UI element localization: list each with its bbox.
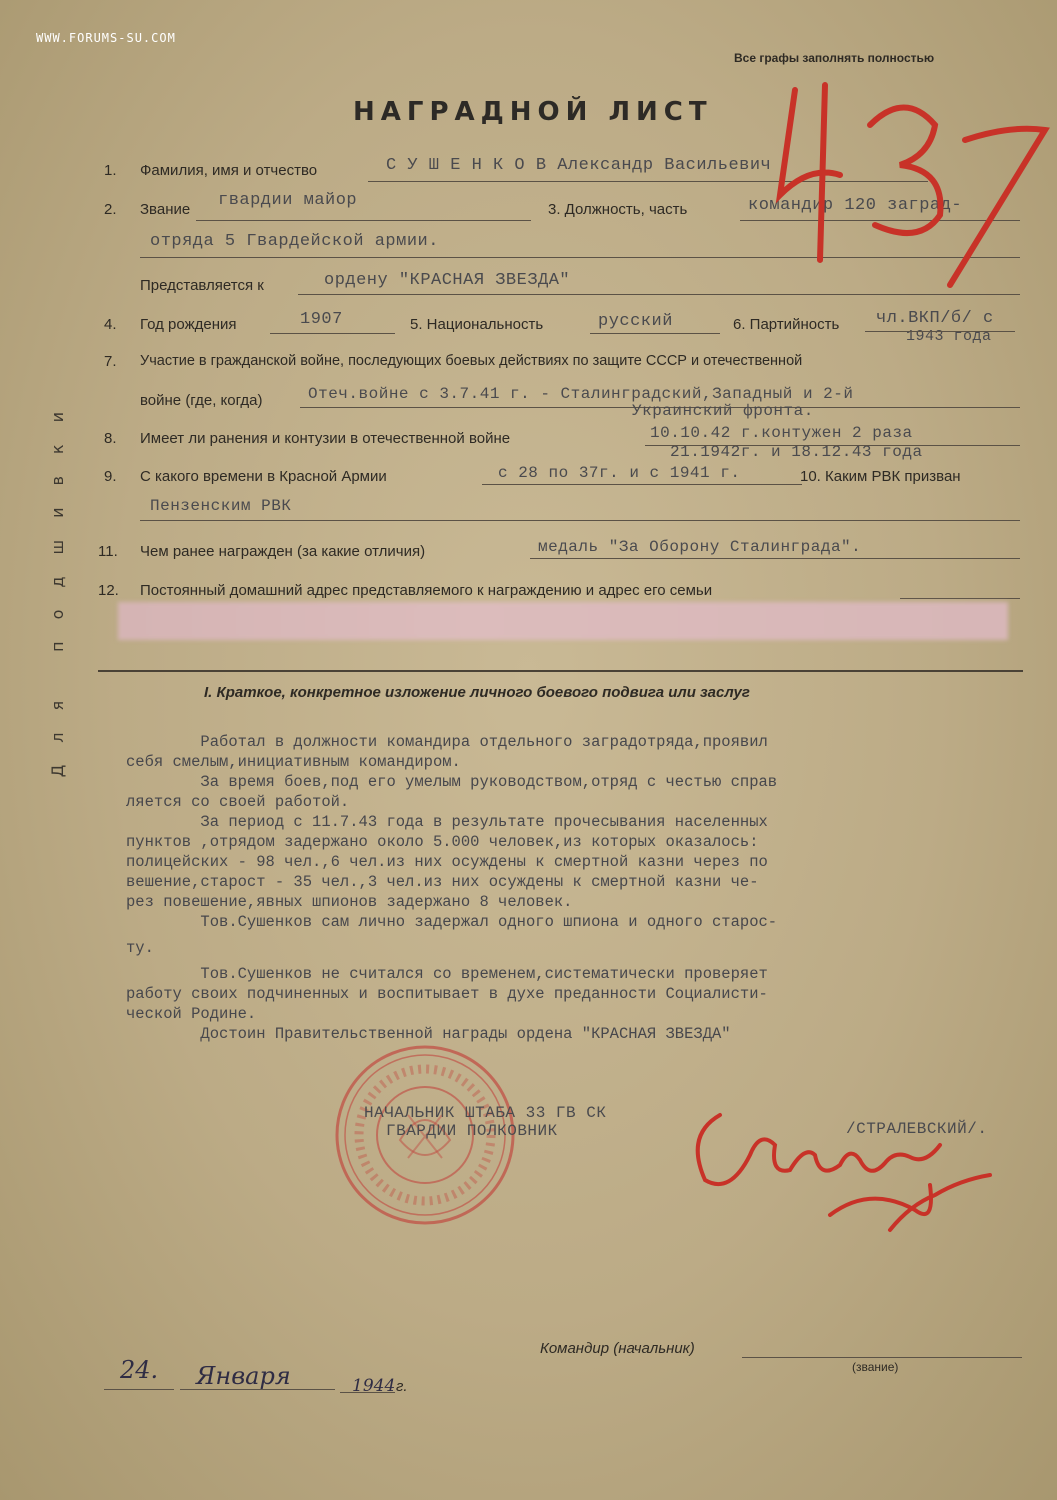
field-1-value: С У Ш Е Н К О В Александр Васильевич xyxy=(386,156,772,175)
body-line: Тов.Сушенков сам лично задержал одного шпиона и одного старос- xyxy=(126,913,778,931)
field-5-line xyxy=(590,333,720,334)
presented-value: ордену "КРАСНАЯ ЗВЕЗДА" xyxy=(324,271,571,290)
signature-scribble xyxy=(680,1085,1000,1255)
field-3-label: 3. Должность, часть xyxy=(548,201,688,218)
body-line: ческой Родине. xyxy=(126,1005,257,1023)
field-2-value: гвардии майор xyxy=(218,191,358,210)
presented-label: Представляется к xyxy=(140,277,264,294)
field-4-number: 4. xyxy=(104,316,117,333)
body-text xyxy=(126,732,1046,1044)
handwritten-number xyxy=(770,70,1050,300)
field-8-label: Имеет ли ранения и контузии в отечественной войне xyxy=(140,430,511,447)
field-9-value-cont: Пензенским РВК xyxy=(150,497,292,515)
header-note: Все графы заполнять полностью xyxy=(734,51,935,65)
body-line: вешение,старост - 35 чел.,3 чел.из них осуждены к смертной казни че- xyxy=(126,873,759,891)
commander-line xyxy=(742,1357,1022,1358)
body-line: За период с 11.7.43 года в результате прочесывания населенных xyxy=(126,813,768,831)
field-12-label: Постоянный домашний адрес представляемого к награждению и адрес его семьи xyxy=(140,582,713,599)
field-9-label: С какого времени в Красной Армии xyxy=(140,468,387,485)
field-11-value: медаль "За Оборону Сталинграда". xyxy=(538,538,862,556)
field-6-label: 6. Партийность xyxy=(733,316,840,333)
field-9-number: 9. xyxy=(104,468,117,485)
field-10-line xyxy=(140,520,1020,521)
field-12-line xyxy=(900,598,1020,599)
body-line: полицейских - 98 чел.,6 чел.из них осуждены к смертной казни через по xyxy=(126,853,768,871)
field-2-number: 2. xyxy=(104,201,117,218)
body-line: рез повешение,явных шпионов задержано 8 человек. xyxy=(126,893,573,911)
date-line-month xyxy=(180,1389,335,1390)
field-7-number: 7. xyxy=(104,353,117,370)
field-7-value-cont: Украинский фронта. xyxy=(632,402,814,420)
field-8-number: 8. xyxy=(104,430,117,447)
field-11-number: 11. xyxy=(98,543,118,560)
date-year: 1944 xyxy=(352,1376,396,1396)
field-8-line xyxy=(645,445,1020,446)
field-8-value: 10.10.42 г.контужен 2 раза xyxy=(650,424,913,442)
field-9-value: с 28 по 37г. и с 1941 г. xyxy=(498,464,741,482)
date-month: Января xyxy=(196,1362,291,1390)
body-line: Достоин Правительственной награды ордена "КРАСНАЯ ЗВЕЗДА" xyxy=(126,1025,731,1043)
signature-name: /СТРАЛЕВСКИЙ/. xyxy=(846,1120,988,1138)
field-6-line xyxy=(865,331,1015,332)
body-line: ляется со своей работой. xyxy=(126,793,350,811)
signature-position: НАЧАЛЬНИК ШТАБА 33 ГВ СК xyxy=(364,1104,607,1122)
field-5-label: 5. Национальность xyxy=(410,316,544,333)
field-11-label: Чем ранее награжден (за какие отличия) xyxy=(140,543,426,560)
field-1-label: Фамилия, имя и отчество xyxy=(140,162,318,179)
field-7-label-cont: войне (где, когда) xyxy=(140,392,263,409)
field-2-line xyxy=(196,220,531,221)
body-line: Работал в должности командира отдельного заградотряда,проявил xyxy=(126,733,768,751)
field-2-label: Звание xyxy=(140,201,191,218)
redacted-address xyxy=(118,602,1008,640)
date-line-day xyxy=(104,1389,174,1390)
body-line: пунктов ,отрядом задержано около 5.000 человек,из которых оказалось: xyxy=(126,833,759,851)
field-1-number: 1. xyxy=(104,162,117,179)
section-title: I. Краткое, конкретное изложение личного боевого подвига или заслуг xyxy=(204,684,750,701)
field-8-value-cont: 21.1942г. и 18.12.43 года xyxy=(670,443,923,461)
field-4-value: 1907 xyxy=(300,310,343,329)
side-label: Для подшивки xyxy=(48,390,67,778)
signature-rank: ГВАРДИИ ПОЛКОВНИК xyxy=(386,1122,558,1140)
field-4-line xyxy=(270,333,395,334)
body-line: работу своих подчиненных и воспитывает в духе преданности Социалисти- xyxy=(126,985,768,1003)
rank-hint: (звание) xyxy=(852,1360,899,1374)
field-4-label: Год рождения xyxy=(140,316,237,333)
field-7-value: Отеч.войне с 3.7.41 г. - Сталинградский,Западный и 2-й xyxy=(308,385,854,403)
page-title: НАГРАДНОЙ ЛИСТ xyxy=(353,97,713,127)
date-day: 24. xyxy=(120,1356,159,1384)
field-10-label: 10. Каким РВК призван xyxy=(800,468,961,485)
field-3-value-cont: отряда 5 Гвардейской армии. xyxy=(150,232,439,251)
date-suffix: г. xyxy=(396,1378,408,1395)
field-5-value: русский xyxy=(598,312,673,331)
body-line: За время боев,под его умелым руководством,отряд с честью справ xyxy=(126,773,778,791)
field-3-value: командир 120 заград- xyxy=(748,196,963,215)
section-divider xyxy=(98,670,1023,672)
field-6-value: чл.ВКП/б/ с xyxy=(876,309,994,328)
body-line: ту. xyxy=(126,939,154,957)
watermark: WWW.FORUMS-SU.COM xyxy=(36,31,176,45)
field-6-value-cont: 1943 года xyxy=(906,328,992,345)
body-line: Тов.Сушенков не считался со временем,систематически проверяет xyxy=(126,965,768,983)
field-7-label: Участие в гражданской войне, последующих боевых действиях по защите СССР и отечественной xyxy=(140,353,803,369)
field-9-line xyxy=(482,484,802,485)
field-12-number: 12. xyxy=(98,582,119,599)
body-line: себя смелым,инициативным командиром. xyxy=(126,753,461,771)
commander-label: Командир (начальник) xyxy=(540,1340,695,1357)
date-line-year xyxy=(340,1392,395,1393)
field-11-line xyxy=(530,558,1020,559)
